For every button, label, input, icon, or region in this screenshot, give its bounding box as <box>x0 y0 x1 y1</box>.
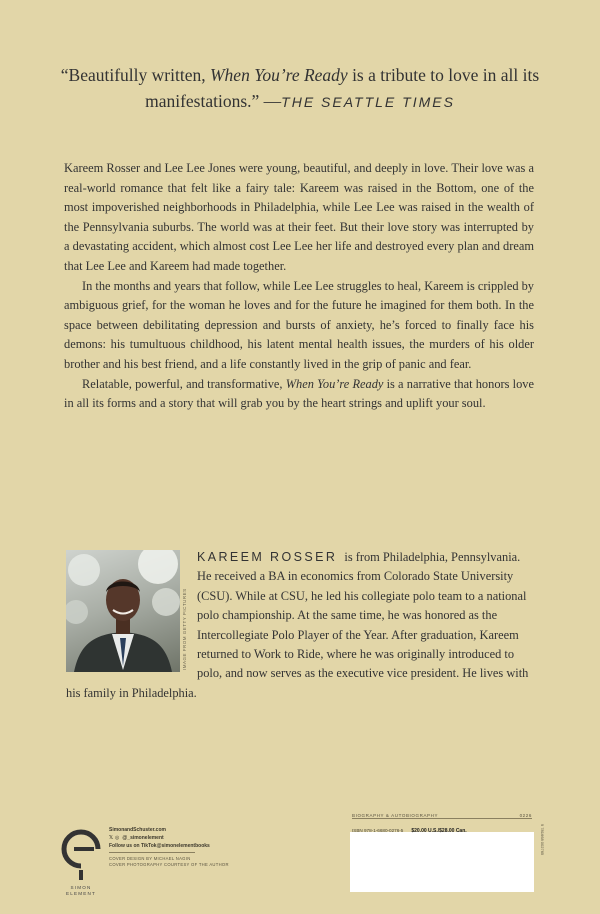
publisher-website: SimonandSchuster.com <box>109 827 166 833</box>
barcode-code: 0226 <box>519 813 532 818</box>
quote-text-rest: is a tribute to love in all its manifestations.” — <box>145 65 540 111</box>
imprint-info <box>109 826 309 868</box>
simon-element-logo <box>60 826 102 882</box>
barcode-box <box>350 832 534 892</box>
description-p3-end: is a narrative that honors love in all its forms and a story that will grab you by the heart strings and uplift your soul. <box>64 376 534 411</box>
quote-book-title: When You’re Ready <box>209 65 348 85</box>
description-p3-start: Relatable, powerful, and transformative, <box>82 376 286 391</box>
tiktok-line: Follow us on TikTok@simonelementbooks <box>109 843 210 849</box>
author-bio <box>66 548 534 703</box>
cover-design-credit: COVER DESIGN BY MICHAEL NAGIN <box>109 856 191 861</box>
social-row <box>109 834 309 842</box>
description-paragraph-1: Kareem Rosser and Lee Lee Jones were young, beautiful, and deeply in love. Their love was a real-world romance that felt like a fairy tale: Kareem was raised in the Bottom, one of the most impoverished neighborhoods in Philadelphia, while Lee Lee was raised in the wealth of the Pennsylvania suburbs. The world was at their feet. But their love story was interrupted by a devastating accident, which almost cost Lee Lee her life and destroyed every plan and dream that Lee Lee and Kareem had made together. <box>64 161 534 273</box>
quote-text-open: “Beautifully written, <box>60 65 210 85</box>
cover-photo-credit: COVER PHOTOGRAPHY COURTESY OF THE AUTHOR <box>109 862 229 867</box>
photo-spacer <box>66 548 197 680</box>
x-icon: 𝕏 <box>109 835 114 841</box>
book-description <box>64 159 534 414</box>
logo-text-line-1: SIMON <box>70 885 92 890</box>
instagram-icon: ◎ <box>115 835 120 841</box>
barcode-category: BIOGRAPHY & AUTOBIOGRAPHY <box>352 813 439 818</box>
logo-text-line-2: ELEMENT <box>65 891 97 896</box>
barcode-isbn: ISBN 978-1-6680-0276-5 <box>352 828 404 833</box>
barcode-price <box>411 828 466 834</box>
barcode-side-number: 9 781668 002765 <box>540 824 545 856</box>
author-bio-text: is from Philadelphia, Pennsylvania. He received a BA in economics from Colorado State University (CSU). While at CSU, he led his collegiate polo team to a national polo championship. At the same time, he was honored as the Intercollegiate Polo Player of the Year. After graduation, Kareem returned to Work to Ride, where he was originally introduced to polo, and now serves as the executive vice president. He lives with his family in Philadelphia. <box>66 550 529 700</box>
quote-source: THE SEATTLE TIMES <box>281 94 455 110</box>
price-can: /$28.00 Can. <box>437 828 467 834</box>
description-paragraph-3 <box>64 375 534 414</box>
review-quote <box>40 62 560 115</box>
description-book-title: When You’re Ready <box>285 376 384 391</box>
imprint-divider <box>109 852 195 853</box>
price-us: $20.00 U.S. <box>411 828 438 834</box>
description-paragraph-2: In the months and years that follow, while Lee Lee struggles to heal, Kareem is crippled by ambiguous grief, for the woman he loves and for the future he imagined for them both. In the space between debilitating depression and bursts of anxiety, he’s forced to finally face his demons: his tumultuous childhood, his latent mental health issues, the murders of his older brother and his best friend, and a life constantly lived in the grip of panic and fear. <box>64 278 535 371</box>
logo-text <box>60 885 102 897</box>
barcode-divider <box>352 818 532 819</box>
barcode-isbn-row <box>352 828 532 834</box>
author-name: KAREEM ROSSER <box>197 550 338 564</box>
photo-credit: IMAGE FROM GETTY PICTURES <box>182 588 187 670</box>
social-handle: @_simonelement <box>122 835 164 841</box>
